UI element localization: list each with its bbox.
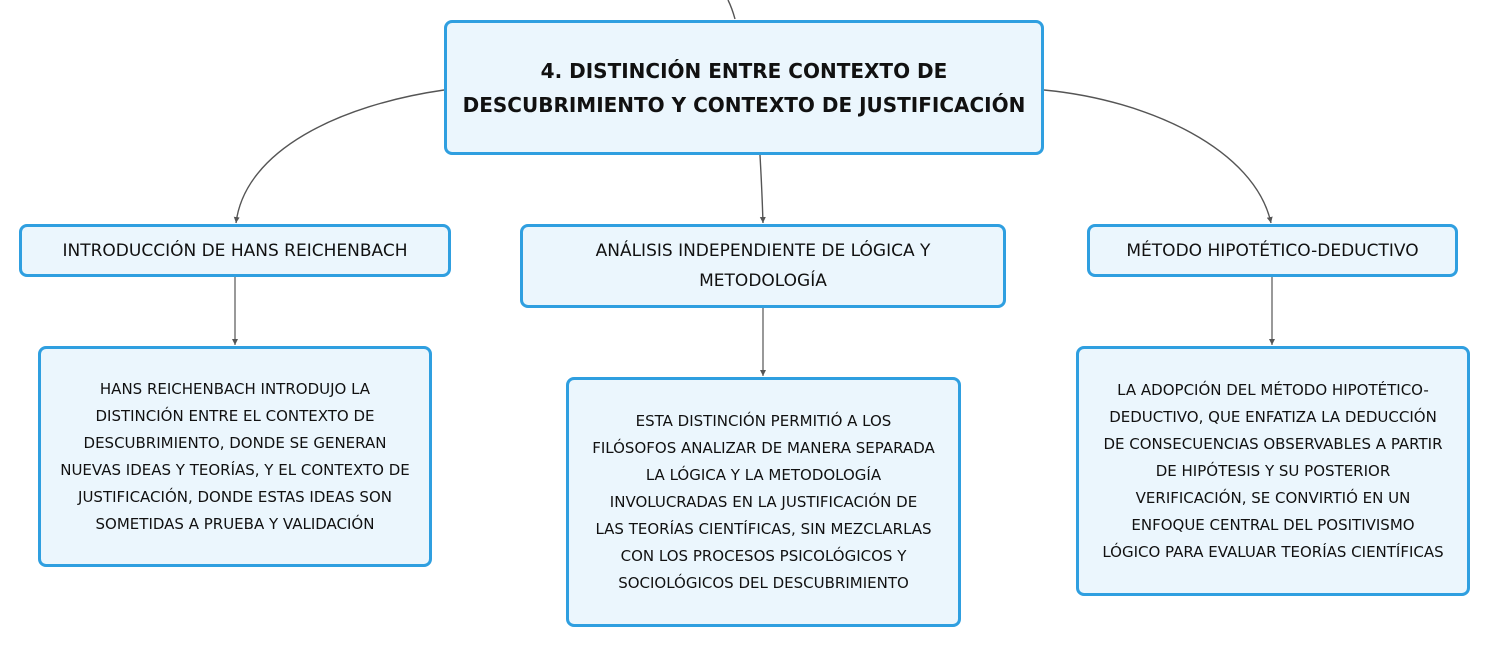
subtopic-intro-reichenbach[interactable]	[19, 224, 451, 277]
detail-intro-reichenbach[interactable]	[38, 346, 432, 567]
root-topic-node[interactable]	[444, 20, 1044, 155]
detail-analisis-independiente[interactable]	[566, 377, 961, 627]
detail-text	[592, 408, 935, 597]
detail-line: LÓGICO PARA EVALUAR TEORÍAS CIENTÍFICAS	[1102, 542, 1444, 561]
detail-line: LA LÓGICA Y LA METODOLOGÍA	[645, 465, 882, 484]
subtopic-text	[63, 236, 408, 266]
detail-line: LAS TEORÍAS CIENTÍFICAS, SIN MEZCLARLAS	[595, 519, 932, 538]
detail-line: JUSTIFICACIÓN, DONDE ESTAS IDEAS SON	[78, 487, 392, 506]
detail-line: CON LOS PROCESOS PSICOLÓGICOS Y	[620, 546, 907, 565]
detail-line: ESTA DISTINCIÓN PERMITIÓ A LOS	[635, 411, 892, 430]
detail-text	[60, 376, 410, 538]
detail-line: SOMETIDAS A PRUEBA Y VALIDACIÓN	[95, 514, 375, 533]
subtopic-line: ANÁLISIS INDEPENDIENTE DE LÓGICA Y	[595, 241, 931, 261]
detail-line: DISTINCIÓN ENTRE EL CONTEXTO DE	[95, 406, 375, 425]
subtopic-text	[1126, 236, 1418, 266]
detail-text	[1102, 377, 1443, 566]
subtopic-line: INTRODUCCIÓN DE HANS REICHENBACH	[62, 240, 408, 261]
detail-line: DE HIPÓTESIS Y SU POSTERIOR	[1155, 461, 1391, 480]
detail-line: HANS REICHENBACH INTRODUJO LA	[99, 379, 371, 398]
subtopic-line: METODOLOGÍA	[699, 271, 827, 291]
subtopic-line: MÉTODO HIPOTÉTICO-DEDUCTIVO	[1126, 240, 1419, 261]
root-topic-line: 4. DISTINCIÓN ENTRE CONTEXTO DE	[540, 58, 948, 83]
detail-line: DEDUCTIVO, QUE ENFATIZA LA DEDUCCIÓN	[1109, 407, 1437, 426]
detail-line: NUEVAS IDEAS Y TEORÍAS, Y EL CONTEXTO DE	[60, 460, 410, 479]
connector-root-to-metodo	[1044, 90, 1271, 223]
subtopic-metodo-hipotetico-deductivo[interactable]	[1087, 224, 1458, 277]
detail-line: INVOLUCRADAS EN LA JUSTIFICACIÓN DE	[609, 492, 918, 511]
detail-line: LA ADOPCIÓN DEL MÉTODO HIPOTÉTICO-	[1117, 380, 1429, 399]
detail-line: FILÓSOFOS ANALIZAR DE MANERA SEPARADA	[592, 438, 935, 457]
detail-line: ENFOQUE CENTRAL DEL POSITIVISMO	[1131, 515, 1415, 534]
detail-metodo-hipotetico-deductivo[interactable]	[1076, 346, 1470, 596]
subtopic-text	[596, 236, 931, 296]
connector-root-to-intro	[236, 90, 444, 223]
detail-line: SOCIOLÓGICOS DEL DESCUBRIMIENTO	[618, 573, 909, 592]
subtopic-analisis-independiente[interactable]	[520, 224, 1006, 308]
detail-line: DE CONSECUENCIAS OBSERVABLES A PARTIR	[1103, 434, 1443, 453]
detail-line: DESCUBRIMIENTO, DONDE SE GENERAN	[83, 433, 387, 452]
connector-to-parent-offscreen	[728, 0, 735, 19]
root-topic-text	[463, 54, 1026, 122]
connector-root-to-analisis	[760, 155, 763, 223]
root-topic-line: DESCUBRIMIENTO Y CONTEXTO DE JUSTIFICACIÓN	[462, 92, 1026, 117]
detail-line: VERIFICACIÓN, SE CONVIRTIÓ EN UN	[1135, 488, 1411, 507]
